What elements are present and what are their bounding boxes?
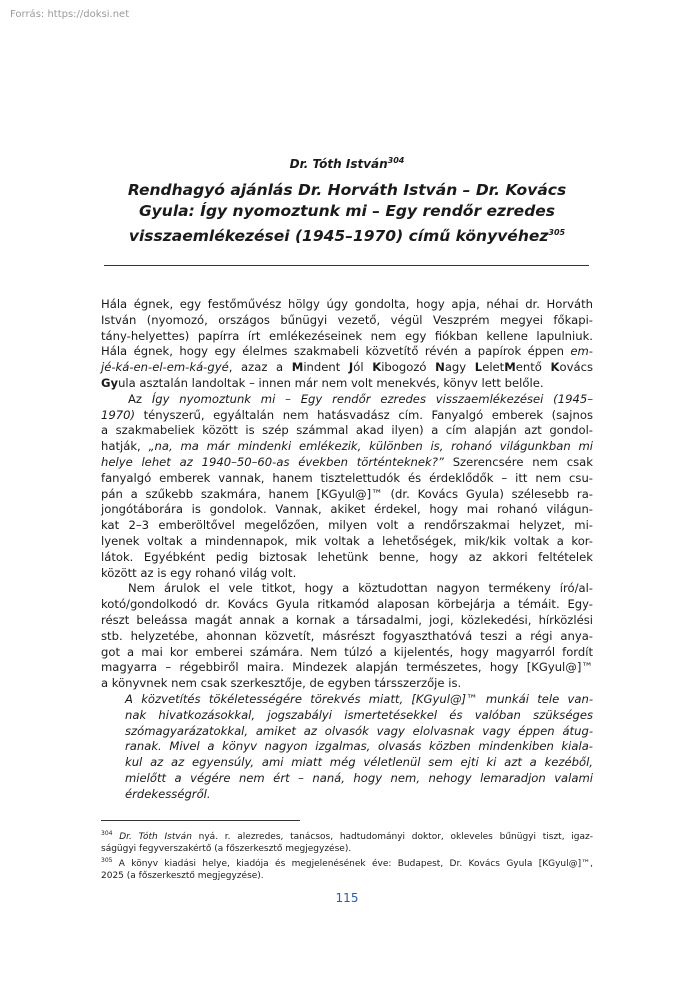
text-line: fanyalgó emberek vannak, hanem tisztelettudók és érdeklődők – itt nem csu-	[101, 470, 593, 485]
footnote-304-cont: ságügyi fegyverszakértő (a főszerkesztő megjegyzése).	[101, 844, 352, 854]
quote-line: mielőtt a végére nem ért – naná, hogy nem, nehogy lemaradjon valami	[125, 770, 593, 785]
text-line: tány-helyettes) papírra írt emlékezéseinek nem egy fiókban kellene lapulniuk.	[101, 328, 593, 343]
text-line: pán a szűkebb szakmára, hanem [KGyul@]™ (dr. Kovács Gyula) szélesebb ra-	[101, 486, 593, 501]
text-run: agy	[444, 360, 475, 375]
text-line: magyarra – régebbiről maira. Mindezek alapján természetes, hogy [KGyul@]™	[101, 660, 593, 675]
text-run: tényszerű, egyáltalán nem hatásvadász cím. Fanyalgó emberek (sajnos	[135, 407, 593, 422]
text-line: kat 2–3 emberöltővel megelőzően, milyen volt a rendőrszakmai helyzet, mi-	[101, 518, 593, 533]
text-line: között az is egy rohanó világ volt.	[101, 565, 297, 580]
footnote-author: Dr. Tóth István	[119, 832, 192, 842]
footnote-304	[101, 828, 593, 843]
acronym-letter: L	[474, 360, 483, 375]
title-divider	[104, 265, 589, 266]
text-line	[101, 376, 593, 392]
text-line: kotó/gondolkodó dr. Kovács Gyula ritkamód alaposan körbejárja a témáit. Egy-	[101, 597, 593, 612]
text-line	[101, 408, 593, 424]
text-run: ula asztalán landoltak – innen már nem volt menekvés, könyv lett belőle.	[118, 375, 544, 390]
source-watermark: Forrás: https://doksi.net	[10, 9, 130, 20]
article-body	[101, 297, 593, 803]
acronym-letter: Gy	[101, 375, 119, 390]
text-line	[101, 439, 593, 455]
footnote-305-cont: 2025 (a főszerkesztő megjegyzése).	[101, 871, 264, 881]
footnote-number: 304	[101, 830, 113, 837]
block-quote	[101, 692, 593, 803]
quote-line: érdekességről.	[125, 786, 211, 801]
paragraph-2	[101, 392, 593, 582]
quote-line: kul az az egyensúly, ami miatt még véletlenül sem ejti ki azt a kezéből,	[125, 755, 593, 770]
page-number: 115	[335, 891, 359, 905]
acronym-letter: K	[550, 360, 560, 375]
text-run: A könyv kiadási helye, kiadója és megjelenésének éve: Budapest, Dr. Kovács Gyula [KGyul@]™,	[112, 859, 593, 869]
footnote-divider	[101, 820, 300, 821]
title-line: Rendhagyó ajánlás Dr. Horváth István – Dr. Kovács	[127, 181, 567, 199]
text-line: a szakmabeliek között is szép számmal akad ilyen) a cím alapján azt gondol-	[101, 423, 593, 438]
text-run: Hála égnek, hogy egy élelmes szakmabeli közvetítő révén a papírok éppen	[101, 344, 571, 359]
title-line: Gyula: Így nyomoztunk mi – Egy rendőr ezredes	[138, 202, 556, 220]
text-line: látok. Egyébként pedig biztosak lehetünk benne, hogy az akkori feltételek	[101, 549, 593, 564]
text-run: Szerencsére nem csak	[443, 454, 593, 469]
italic-run: helye lehet az 1940–50–60-as években történteknek?”	[101, 454, 444, 469]
text-run: Az	[128, 391, 152, 406]
author-heading	[0, 156, 694, 171]
text-line: Nem árulok el vele titkot, hogy a köztudottan nagyon termékeny író/al-	[128, 581, 593, 596]
footnotes	[101, 828, 593, 882]
acronym-letter: J	[348, 360, 354, 375]
text-line	[101, 344, 593, 360]
text-line: a könyvnek nem csak szerkesztője, de egyben társszerzője is.	[101, 676, 462, 691]
footnote-number: 305	[101, 857, 113, 864]
text-run: hatják,	[101, 439, 149, 454]
acronym-letter: M	[504, 360, 516, 375]
text-run: indent	[303, 360, 349, 375]
text-line: got a mai kor emberei számára. Nem túlzó a kijelentés, hogy magyarról fordít	[101, 644, 593, 659]
italic-run: em-	[570, 344, 593, 359]
text-run: ól	[353, 360, 373, 375]
text-line: stb. helyzetébe, ahonnan közvetít, másrészt fogyaszthatóvá teszi a régi anya-	[101, 628, 593, 643]
text-line: Hála égnek, egy festőművész hölgy úgy gondolta, hogy apja, néhai dr. Horváth	[101, 297, 593, 311]
footnote-305	[101, 855, 593, 870]
quote-line: ranak. Mivel a könyv nagyon izgalmas, olvasás közben mindenkiben kiala-	[125, 739, 593, 754]
italic-run: 1970)	[101, 407, 136, 422]
text-line: jongótáborára is gondolok. Vannak, akiket érdekel, hogy mai rohanó világun-	[101, 502, 593, 517]
acronym-letter: M	[291, 360, 304, 375]
quote-line: nak hivatkozásokkal, jogszabályi ismertetésekkel és valóban szükséges	[125, 707, 593, 722]
text-run: elet	[482, 360, 505, 375]
author-name: Dr. Tóth István	[289, 157, 388, 171]
footnote-ref-305[interactable]: 305	[548, 228, 566, 237]
title-line-text: visszaemlékezései (1945–1970) című könyvéhez	[128, 227, 549, 246]
title-line	[110, 222, 584, 247]
text-line: István (nyomozó, országos bűnügyi vezető, végül Veszprém megyei főkapi-	[101, 312, 593, 327]
italic-run: Így nyomoztunk mi – Egy rendőr ezredes visszaemlékezései (1945–	[151, 391, 594, 406]
text-line	[101, 455, 593, 471]
italic-run: „na, ma már mindenki emlékezik, különben is, rohanó világunkban mi	[148, 439, 593, 454]
quote-line: szómagyarázatokkal, amiket az olvasók vagy elolvasnak vagy éppen átug-	[125, 723, 593, 738]
text-run: nyá. r. alezredes, tanácsos, hadtudományi doktor, okleveles bűnügyi tiszt, igaz-	[191, 832, 593, 842]
text-run: ovács	[559, 360, 594, 375]
text-line	[101, 392, 593, 408]
italic-run: jé-ká-en-el-em-ká-gyé	[101, 360, 229, 375]
acronym-letter: N	[435, 360, 445, 375]
footnote-ref-304[interactable]: 304	[387, 156, 405, 165]
text-run: ibogozó	[381, 360, 436, 375]
acronym-letter: K	[372, 360, 382, 375]
text-run: , azaz a	[228, 360, 292, 375]
quote-line: A közvetítés tökéletességére törekvés miatt, [KGyul@]™ munkái tele van-	[125, 691, 593, 706]
paragraph-1	[101, 297, 593, 392]
text-line: lyenek voltak a mindennapok, mik voltak a lehetőségek, mik/kik voltak a kor-	[101, 533, 593, 548]
text-line	[101, 360, 593, 376]
paragraph-3	[101, 581, 593, 692]
text-run: entő	[515, 360, 551, 375]
text-line: részt beleássa magát annak a kornak a társadalmi, jogi, közlekedési, hírközlési	[101, 612, 593, 627]
article-title	[110, 180, 584, 247]
